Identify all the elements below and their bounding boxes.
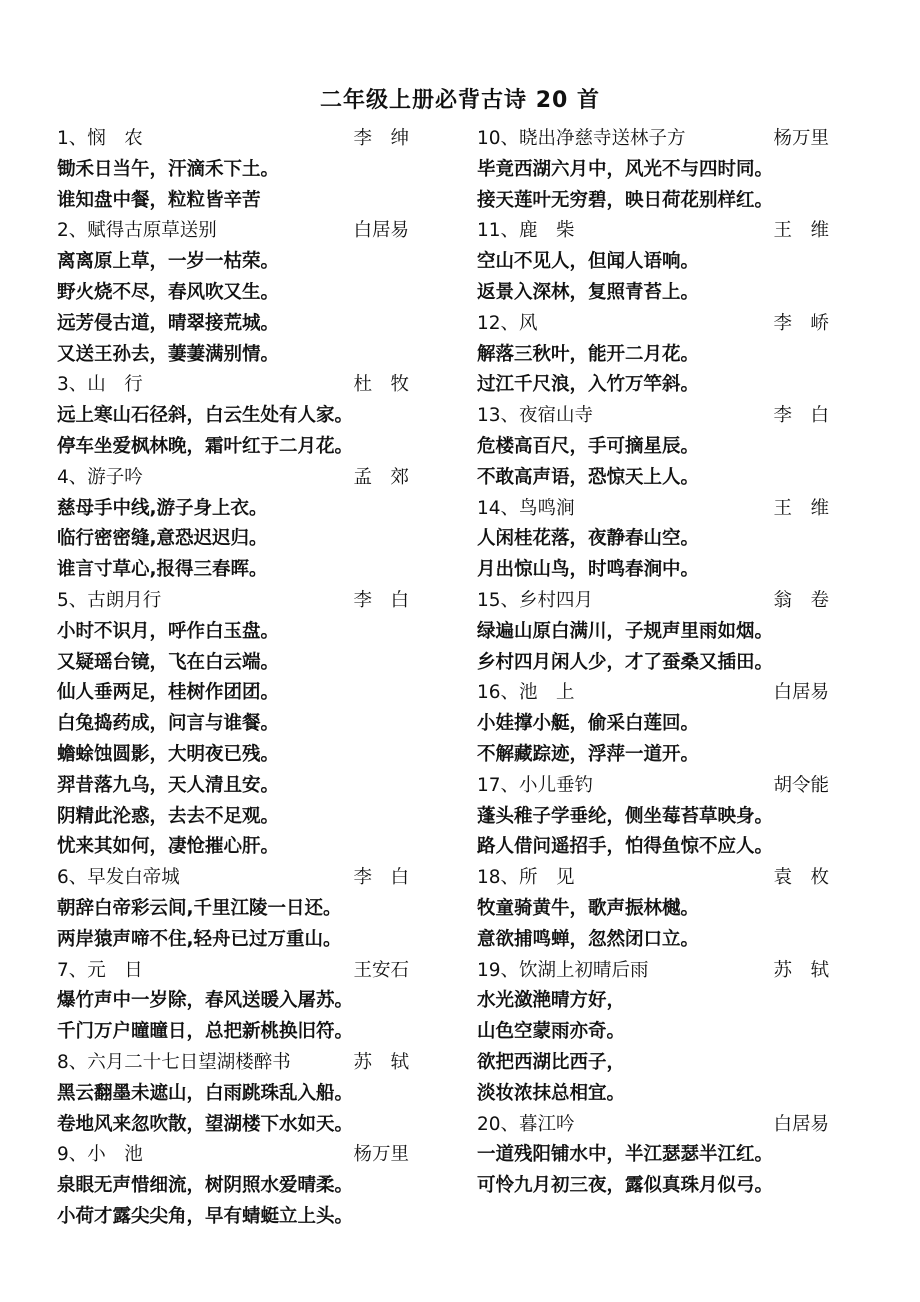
poem-author: 胡令能: [773, 774, 829, 796]
poem-author: 白居易: [353, 220, 409, 242]
page-title: 二年级上册必背古诗 20 首: [320, 88, 600, 113]
poem-author: 杜 牧: [353, 374, 409, 396]
poem-title: 10、晓出净慈寺送林子方: [477, 128, 686, 149]
poem-line: 水光潋滟晴方好，: [477, 990, 626, 1012]
poem-line: 慈母手中线,游子身上衣。: [57, 497, 268, 519]
poem-header: [477, 678, 829, 709]
poem-line: 过江千尺浪，入竹万竿斜。: [477, 374, 700, 396]
poem-line: 可怜九月初三夜，露似真珠月似弓。: [477, 1175, 774, 1197]
poem-title: 20、暮江吟: [477, 1113, 575, 1135]
poem-line: 空山不见人，但闻人语响。: [477, 251, 700, 273]
poem-line: 离离原上草，一岁一枯荣。: [57, 251, 280, 273]
poem-line: 欲把西湖比西子，: [477, 1051, 626, 1073]
poem-line: 两岸猿声啼不住,轻舟已过万重山。: [57, 928, 342, 950]
poem-block: [477, 771, 829, 863]
poem-title: 7、元 日: [57, 959, 143, 981]
poem-line: 绿遍山原白满川，子规声里雨如烟。: [477, 620, 774, 642]
poem-line: 不敢高声语，恐惊天上人。: [477, 466, 700, 488]
poem-title: 4、游子吟: [57, 466, 143, 488]
poem-block: [477, 863, 829, 955]
poem-line: 接天莲叶无穷碧，映日荷花别样红。: [477, 189, 774, 211]
poem-title: 2、赋得古原草送别: [57, 220, 217, 242]
poem-column-right: [477, 124, 829, 1202]
poem-title: 6、早发白帝城: [57, 867, 180, 889]
poem-title: 11、鹿 柴: [477, 220, 575, 242]
poem-author: 杨万里: [353, 1144, 409, 1166]
poem-line: 远芳侵古道，晴翠接荒城。: [57, 312, 280, 334]
poem-author: 王 维: [773, 220, 829, 242]
poem-header: [57, 216, 409, 247]
poem-line: 山色空蒙雨亦奇。: [477, 1021, 626, 1043]
poem-block: [57, 863, 409, 955]
poem-block: [57, 216, 409, 370]
poem-line: 朝辞白帝彩云间,千里江陵一日还。: [57, 897, 342, 919]
poem-line: 千门万户曈曈日，总把新桃换旧符。: [57, 1021, 354, 1043]
poem-author: 李 峤: [773, 312, 829, 334]
poem-header: [57, 956, 409, 987]
poem-header: [57, 1140, 409, 1171]
poem-block: [57, 1048, 409, 1140]
poem-line: 蓬头稚子学垂纶，侧坐莓苔草映身。: [477, 805, 774, 827]
poem-line: 人闲桂花落，夜静春山空。: [477, 528, 700, 550]
poem-line: 仙人垂两足，桂树作团团。: [57, 682, 280, 704]
poem-title: 9、小 池: [57, 1144, 143, 1166]
poem-block: [477, 401, 829, 493]
poem-block: [477, 678, 829, 770]
poem-block: [57, 1140, 409, 1232]
poem-block: [57, 956, 409, 1048]
poem-line: 返景入深林，复照青苔上。: [477, 281, 700, 303]
poem-block: [477, 216, 829, 308]
poem-title: 8、六月二十七日望湖楼醉书: [57, 1051, 291, 1073]
poem-author: 王 维: [773, 497, 829, 519]
poem-block: [477, 124, 829, 216]
poem-block: [57, 463, 409, 586]
poem-author: 袁 枚: [773, 867, 829, 889]
poem-header: [477, 309, 829, 340]
poem-line: 小荷才露尖尖角，早有蜻蜓立上头。: [57, 1205, 354, 1227]
poem-line: 忧来其如何，凄怆摧心肝。: [57, 836, 280, 858]
poem-header: [477, 124, 829, 155]
poem-line: 停车坐爱枫林晚，霜叶红于二月花。: [57, 435, 354, 457]
poem-author: 孟 郊: [353, 466, 409, 488]
poem-header: [477, 863, 829, 894]
poem-header: [477, 1110, 829, 1141]
poem-author: 李 绅: [353, 128, 409, 149]
poem-author: 李 白: [353, 589, 409, 611]
poem-line: 卷地风来忽吹散，望湖楼下水如天。: [57, 1113, 354, 1135]
poem-author: 苏 轼: [353, 1051, 409, 1073]
poem-block: [477, 956, 829, 1110]
poem-line: 远上寒山石径斜，白云生处有人家。: [57, 405, 354, 427]
poem-title: 19、饮湖上初晴后雨: [477, 959, 649, 981]
poem-header: [477, 494, 829, 525]
poem-header: [57, 1048, 409, 1079]
poem-header: [57, 863, 409, 894]
poem-title: 5、古朗月行: [57, 589, 162, 611]
poem-header: [57, 124, 409, 155]
poem-line: 又疑瑶台镜，飞在白云端。: [57, 651, 280, 673]
poem-block: [57, 586, 409, 863]
poem-author: 苏 轼: [773, 959, 829, 981]
poem-line: 月出惊山鸟，时鸣春涧中。: [477, 559, 700, 581]
poem-title: 1、悯 农: [57, 128, 143, 149]
poem-block: [57, 124, 409, 216]
poem-header: [477, 216, 829, 247]
poem-header: [57, 463, 409, 494]
poem-title: 12、风: [477, 312, 538, 334]
poem-header: [57, 586, 409, 617]
poem-line: 意欲捕鸣蝉，忽然闭口立。: [477, 928, 700, 950]
poem-line: 野火烧不尽，春风吹又生。: [57, 281, 280, 303]
poem-title: 18、所 见: [477, 867, 575, 889]
poem-header: [477, 586, 829, 617]
poem-author: 白居易: [773, 1113, 829, 1135]
poem-title: 17、小儿垂钓: [477, 774, 594, 796]
poem-author: 白居易: [773, 682, 829, 704]
poem-title: 14、鸟鸣涧: [477, 497, 575, 519]
poem-header: [57, 370, 409, 401]
poem-line: 谁知盘中餐，粒粒皆辛苦: [57, 189, 261, 211]
poem-line: 乡村四月闲人少，才了蚕桑又插田。: [477, 651, 774, 673]
poem-line: 小娃撑小艇，偷采白莲回。: [477, 713, 700, 735]
poem-line: 爆竹声中一岁除，春风送暖入屠苏。: [57, 990, 354, 1012]
poem-line: 解落三秋叶，能开二月花。: [477, 343, 700, 365]
poem-column-left: [57, 124, 409, 1233]
poem-title: 3、山 行: [57, 374, 143, 396]
poem-line: 临行密密缝,意恐迟迟归。: [57, 528, 268, 550]
poem-line: 阴精此沦惑，去去不足观。: [57, 805, 280, 827]
poem-line: 泉眼无声惜细流，树阴照水爱晴柔。: [57, 1175, 354, 1197]
poem-block: [57, 370, 409, 462]
poem-line: 毕竟西湖六月中，风光不与四时同。: [477, 158, 774, 180]
poem-line: 路人借问遥招手，怕得鱼惊不应人。: [477, 836, 774, 858]
poem-author: 翁 卷: [773, 589, 829, 611]
poem-author: 王安石: [353, 959, 409, 981]
poem-block: [477, 1110, 829, 1202]
poem-line: 锄禾日当午，汗滴禾下土。: [57, 158, 280, 180]
poem-block: [477, 494, 829, 586]
poem-header: [477, 401, 829, 432]
poem-line: 蟾蜍蚀圆影，大明夜已残。: [57, 743, 280, 765]
poem-line: 一道残阳铺水中，半江瑟瑟半江红。: [477, 1144, 774, 1166]
poem-block: [477, 586, 829, 678]
poem-line: 牧童骑黄牛，歌声振林樾。: [477, 897, 700, 919]
poem-header: [477, 771, 829, 802]
poem-line: 不解藏踪迹，浮萍一道开。: [477, 743, 700, 765]
poem-author: 李 白: [773, 405, 829, 427]
poem-title: 13、夜宿山寺: [477, 405, 594, 427]
poem-line: 羿昔落九乌，天人清且安。: [57, 774, 280, 796]
poem-author: 杨万里: [773, 128, 829, 149]
poem-line: 小时不识月，呼作白玉盘。: [57, 620, 280, 642]
poem-line: 黑云翻墨未遮山，白雨跳珠乱入船。: [57, 1082, 354, 1104]
poem-line: 谁言寸草心,报得三春晖。: [57, 559, 268, 581]
poem-author: 李 白: [353, 867, 409, 889]
poem-line: 危楼高百尺，手可摘星辰。: [477, 435, 700, 457]
poem-line: 白兔捣药成，问言与谁餐。: [57, 713, 280, 735]
poem-block: [477, 309, 829, 401]
poem-title: 15、乡村四月: [477, 589, 594, 611]
poem-line: 淡妆浓抹总相宜。: [477, 1082, 626, 1104]
poem-title: 16、池 上: [477, 682, 575, 704]
poem-header: [477, 956, 829, 987]
poem-line: 又送王孙去，萋萋满别情。: [57, 343, 280, 365]
